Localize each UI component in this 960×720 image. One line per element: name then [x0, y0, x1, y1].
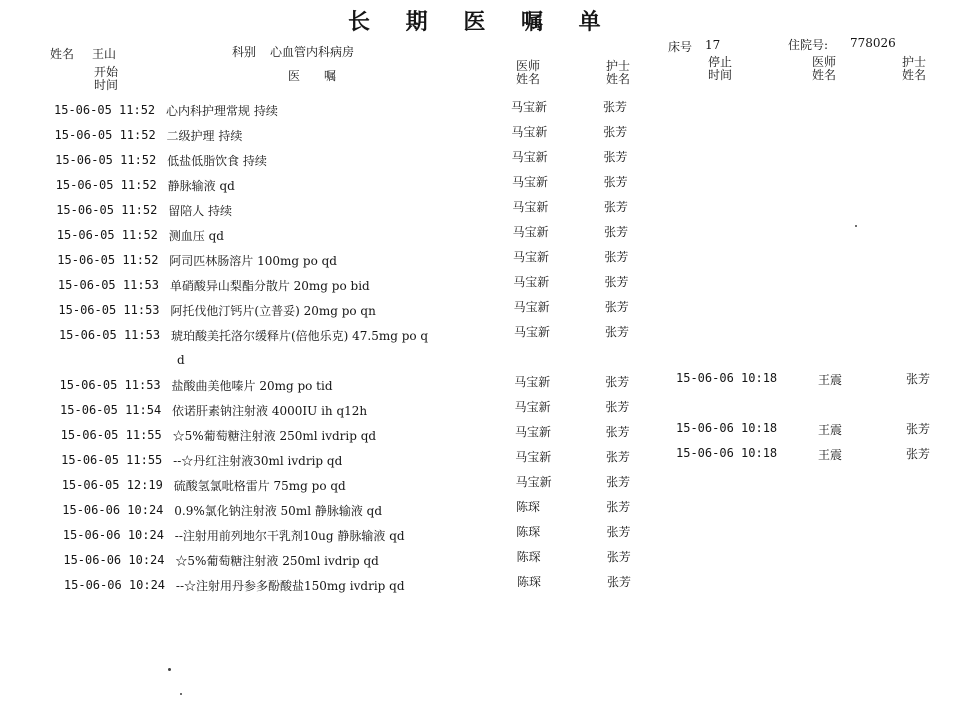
order-text: --☆丹红注射液30ml ivdrip qd [173, 454, 343, 468]
order-doctor: 马宝新 [514, 400, 551, 414]
order-start-time: 15-06-05 11:52 [55, 178, 157, 192]
order-text: 留陪人 持续 [168, 204, 233, 218]
order-start-time: 15-06-05 11:53 [58, 303, 160, 317]
order-text: 盐酸曲美他嗪片 20mg po tid [171, 379, 333, 393]
order-nurse: 张芳 [606, 525, 631, 539]
bed-number: 17 [705, 38, 721, 52]
order-start-time: 15-06-05 11:55 [60, 428, 162, 442]
order-start-time: 15-06-05 11:55 [61, 453, 163, 467]
order-text: 单硝酸异山梨酯分散片 20mg po bid [169, 279, 370, 293]
order-text: --☆注射用丹参多酚酸盐150mg ivdrip qd [175, 579, 405, 593]
page-title: 长 期 医 嘱 单 [348, 9, 615, 35]
order-nurse: 张芳 [604, 300, 629, 314]
admission-number: 778026 [850, 36, 896, 50]
order-start-time: 15-06-06 10:24 [63, 553, 165, 567]
order-start-time: 15-06-05 11:52 [56, 228, 158, 242]
order-doctor: 马宝新 [513, 325, 550, 339]
order-nurse: 张芳 [606, 575, 631, 589]
order-doctor: 马宝新 [515, 475, 552, 489]
order-text: ☆5%葡萄糖注射液 250ml ivdrip qd [175, 554, 379, 568]
order-nurse: 张芳 [605, 450, 630, 464]
order-text: ☆5%葡萄糖注射液 250ml ivdrip qd [172, 429, 377, 443]
order-start-time: 15-06-06 10:24 [62, 528, 164, 542]
order-start-time: 15-06-05 11:52 [56, 203, 158, 217]
order-doctor: 陈琛 [515, 500, 540, 514]
order-doctor: 马宝新 [512, 200, 549, 214]
order-nurse: 张芳 [603, 175, 628, 189]
order-doctor: 马宝新 [511, 150, 548, 164]
order-doctor: 马宝新 [514, 425, 551, 439]
order-text: 心内科护理常规 持续 [166, 104, 278, 118]
order-text: 依诺肝素钠注射液 4000IU ih q12h [172, 404, 368, 418]
order-nurse: 张芳 [603, 150, 628, 164]
department-label: 科别 [232, 45, 257, 59]
order-nurse: 张芳 [606, 550, 631, 564]
order-stop-time: 15-06-06 10:18 [676, 446, 778, 460]
admission-label: 住院号: [788, 38, 829, 52]
patient-name-label: 姓名 [50, 47, 75, 61]
order-nurse: 张芳 [603, 100, 628, 114]
order-doctor: 马宝新 [512, 250, 549, 264]
col-start-time: 开始 时间 [93, 65, 118, 92]
col-stop-doctor: 医师 姓名 [811, 55, 836, 82]
order-start-time: 15-06-05 11:52 [55, 153, 157, 167]
order-doctor: 马宝新 [512, 225, 549, 239]
order-nurse: 张芳 [606, 475, 631, 489]
order-start-time: 15-06-05 11:52 [57, 253, 159, 267]
bed-label: 床号 [668, 40, 693, 54]
order-start-time: 15-06-05 11:53 [57, 278, 159, 292]
order-text-continued: d [176, 353, 185, 367]
order-stop-time: 15-06-06 10:18 [676, 421, 778, 435]
order-doctor: 马宝新 [514, 375, 551, 389]
order-text: 阿托伐他汀钙片(立普妥) 20mg po qn [170, 304, 376, 318]
scan-speck [180, 693, 182, 695]
order-stop-time: 15-06-06 10:18 [676, 371, 778, 385]
order-text: 0.9%氯化钠注射液 50ml 静脉输液 qd [174, 504, 383, 518]
order-stop-doctor: 王震 [818, 448, 843, 462]
order-nurse: 张芳 [604, 325, 629, 339]
order-stop-nurse: 张芳 [906, 372, 931, 386]
order-text: 阿司匹林肠溶片 100mg po qd [169, 254, 337, 268]
col-stop-time: 停止 时间 [707, 55, 732, 82]
order-start-time: 15-06-06 10:24 [63, 578, 166, 592]
order-text: 二级护理 持续 [166, 129, 243, 143]
order-doctor: 马宝新 [515, 450, 552, 464]
order-doctor: 马宝新 [511, 125, 548, 139]
department: 心血管内科病房 [270, 45, 355, 59]
order-start-time: 15-06-06 10:24 [62, 503, 164, 517]
order-nurse: 张芳 [606, 500, 631, 514]
order-start-time: 15-06-05 11:53 [59, 378, 161, 392]
order-nurse: 张芳 [604, 275, 629, 289]
col-stop-nurse: 护士 姓名 [901, 55, 926, 82]
order-nurse: 张芳 [603, 200, 628, 214]
order-start-time: 15-06-05 12:19 [61, 478, 163, 492]
order-text: 低盐低脂饮食 持续 [167, 154, 267, 168]
order-start-time: 15-06-05 11:54 [60, 403, 162, 417]
order-doctor: 马宝新 [513, 300, 550, 314]
col-doctor: 医师 姓名 [515, 59, 540, 86]
order-nurse: 张芳 [604, 225, 629, 239]
col-order: 医 嘱 [288, 69, 337, 83]
order-nurse: 张芳 [605, 375, 630, 389]
order-start-time: 15-06-05 11:52 [54, 128, 156, 142]
order-stop-nurse: 张芳 [906, 422, 931, 436]
order-start-time: 15-06-05 11:52 [54, 103, 156, 117]
order-doctor: 马宝新 [511, 100, 548, 114]
order-doctor: 马宝新 [511, 175, 548, 189]
order-nurse: 张芳 [605, 425, 630, 439]
order-text: 测血压 qd [168, 229, 224, 243]
order-nurse: 张芳 [603, 125, 628, 139]
order-doctor: 陈琛 [516, 525, 541, 539]
order-stop-nurse: 张芳 [906, 447, 931, 461]
col-nurse: 护士 姓名 [605, 59, 630, 86]
order-text: 硫酸氢氯吡格雷片 75mg po qd [173, 479, 346, 493]
order-nurse: 张芳 [605, 400, 630, 414]
order-doctor: 陈琛 [516, 550, 541, 564]
order-text: 静脉输液 qd [167, 179, 235, 193]
order-doctor: 陈琛 [516, 575, 541, 589]
patient-name: 王山 [92, 47, 117, 61]
order-stop-doctor: 王震 [818, 423, 843, 437]
order-doctor: 马宝新 [513, 275, 550, 289]
order-nurse: 张芳 [604, 250, 629, 264]
scan-speck [855, 225, 857, 227]
order-text: 琥珀酸美托洛尔缓释片(倍他乐克) 47.5mg po q [170, 329, 429, 343]
order-stop-doctor: 王震 [818, 373, 843, 387]
order-text: --注射用前列地尔干乳剂10ug 静脉输液 qd [174, 529, 405, 543]
scan-speck [168, 668, 171, 671]
order-start-time: 15-06-05 11:53 [58, 328, 161, 342]
